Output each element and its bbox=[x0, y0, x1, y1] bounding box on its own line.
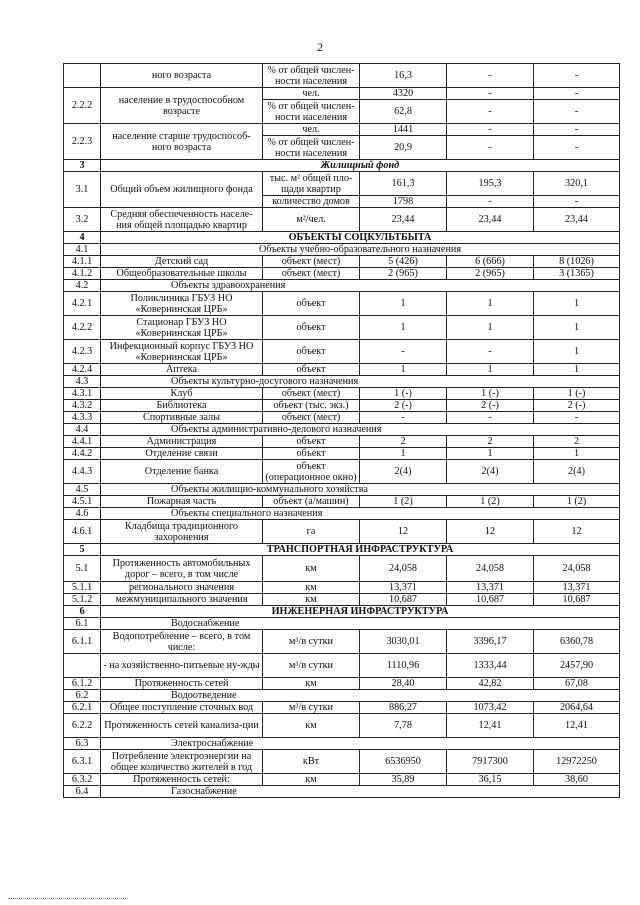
subsection-title: Водоснабжение bbox=[101, 618, 620, 630]
table-cell: - на хозяйственно-питьевые ну-жды bbox=[101, 654, 263, 678]
table-cell bbox=[64, 654, 101, 678]
table-cell: 2 (965) bbox=[360, 268, 447, 280]
table-row bbox=[64, 172, 620, 196]
table-cell: 2 bbox=[447, 436, 534, 448]
table-cell: 67,08 bbox=[534, 678, 620, 690]
section-title: ИНЖЕНЕРНАЯ ИНФРАСТРУКТУРА bbox=[101, 606, 620, 618]
table-cell: - bbox=[534, 64, 620, 88]
table-cell: 28,40 bbox=[360, 678, 447, 690]
table-cell: 4.1.1 bbox=[64, 256, 101, 268]
table-cell: 16,3 bbox=[360, 64, 447, 88]
table-cell: 6 (666) bbox=[447, 256, 534, 268]
table-row bbox=[64, 606, 620, 618]
table-cell: объект (мест) bbox=[263, 388, 360, 400]
unit: чел. bbox=[263, 88, 360, 100]
table-cell: 10,687 bbox=[534, 594, 620, 606]
table-cell: 2(4) bbox=[534, 460, 620, 484]
subsection-number: 4.6 bbox=[64, 508, 101, 520]
table-cell: 12 bbox=[447, 520, 534, 544]
table-cell: 2064,64 bbox=[534, 702, 620, 714]
table-cell: - bbox=[534, 136, 620, 160]
subsection-title: Объекты учебно-образовательного назначения bbox=[101, 244, 620, 256]
table-cell: 4.2.3 bbox=[64, 340, 101, 364]
section-title: ТРАНСПОРТНАЯ ИНФРАСТРУКТУРА bbox=[101, 544, 620, 556]
table-cell: Протяженность сетей: bbox=[101, 774, 263, 786]
table-cell: объект bbox=[263, 340, 360, 364]
table-cell: - bbox=[447, 64, 534, 88]
table-cell: 1798 bbox=[360, 196, 447, 208]
row-number: 2.2.3 bbox=[64, 124, 101, 160]
table-cell: 4.3.3 bbox=[64, 412, 101, 424]
table-cell: 1 (2) bbox=[360, 496, 447, 508]
table-row bbox=[64, 520, 620, 544]
table-cell: 1 bbox=[534, 292, 620, 316]
table-cell: 6.3.2 bbox=[64, 774, 101, 786]
table-cell: 2 (965) bbox=[447, 268, 534, 280]
table-row bbox=[64, 256, 620, 268]
table-row bbox=[64, 750, 620, 774]
table-cell: объект (мест) bbox=[263, 256, 360, 268]
table-cell: 24,058 bbox=[447, 556, 534, 582]
table-cell: Общее поступление сточных вод bbox=[101, 702, 263, 714]
table-cell: 1441 bbox=[360, 124, 447, 136]
table-cell: Библиотека bbox=[101, 400, 263, 412]
table-cell: 4.1.2 bbox=[64, 268, 101, 280]
table-cell: - bbox=[534, 412, 620, 424]
table-cell: 4.4.3 bbox=[64, 460, 101, 484]
table-cell: 20,9 bbox=[360, 136, 447, 160]
table-cell: 12 bbox=[534, 520, 620, 544]
table-cell: Аптека bbox=[101, 364, 263, 376]
table-row bbox=[64, 424, 620, 436]
table-cell: - bbox=[447, 340, 534, 364]
table-cell: 2(4) bbox=[447, 460, 534, 484]
table-row bbox=[64, 160, 620, 172]
table-row bbox=[64, 654, 620, 678]
table-cell: 2 bbox=[534, 436, 620, 448]
table-cell: объект bbox=[263, 316, 360, 340]
table-cell: 1073,42 bbox=[447, 702, 534, 714]
table-cell: 62,8 bbox=[360, 100, 447, 124]
table-row bbox=[64, 124, 620, 136]
table-cell: объект (мест) bbox=[263, 412, 360, 424]
table-cell: - bbox=[447, 88, 534, 100]
table-cell: м³/в сутки bbox=[263, 630, 360, 654]
table-cell: 1 bbox=[447, 316, 534, 340]
table-row bbox=[64, 292, 620, 316]
subsection-number: 6.3 bbox=[64, 738, 101, 750]
table-cell: - bbox=[447, 100, 534, 124]
table-cell: Спортивные залы bbox=[101, 412, 263, 424]
table-row bbox=[64, 630, 620, 654]
table-row bbox=[64, 484, 620, 496]
table-cell: 24,058 bbox=[360, 556, 447, 582]
table-row bbox=[64, 496, 620, 508]
unit: % от общей числен-ности населения bbox=[263, 136, 360, 160]
table-cell: - bbox=[447, 412, 534, 424]
table-cell: 12972250 bbox=[534, 750, 620, 774]
table-cell: 24,058 bbox=[534, 556, 620, 582]
table-cell: Стационар ГБУЗ НО «Ковернинская ЦРБ» bbox=[101, 316, 263, 340]
table-cell: Средняя обеспеченность населе-ния общей площадью квартир bbox=[101, 208, 263, 232]
table-cell: 1110,96 bbox=[360, 654, 447, 678]
section-number: 4 bbox=[64, 232, 101, 244]
indicators-table bbox=[63, 63, 620, 798]
table-cell: 1 (2) bbox=[447, 496, 534, 508]
table-cell: 13,371 bbox=[447, 582, 534, 594]
section-number: 6 bbox=[64, 606, 101, 618]
table-row bbox=[64, 690, 620, 702]
table-cell: 7917300 bbox=[447, 750, 534, 774]
table-row bbox=[64, 556, 620, 582]
table-cell: м²/чел. bbox=[263, 208, 360, 232]
table-cell: - bbox=[534, 124, 620, 136]
table-cell: 36,15 bbox=[447, 774, 534, 786]
table-cell: - bbox=[360, 340, 447, 364]
table-cell: 2 (-) bbox=[534, 400, 620, 412]
table-cell: 5.1.1 bbox=[64, 582, 101, 594]
table-cell: объект (мест) bbox=[263, 268, 360, 280]
table-cell: Пожарная часть bbox=[101, 496, 263, 508]
page-number: 2 bbox=[317, 40, 323, 54]
table-cell: 4.6.1 bbox=[64, 520, 101, 544]
table-cell: м³/в сутки bbox=[263, 654, 360, 678]
table-cell: 3396,17 bbox=[447, 630, 534, 654]
table-cell: Детский сад bbox=[101, 256, 263, 268]
table-cell: 10,687 bbox=[447, 594, 534, 606]
table-cell: - bbox=[534, 100, 620, 124]
table-cell: 161,3 bbox=[360, 172, 447, 196]
table-cell: км bbox=[263, 678, 360, 690]
table-cell: ного возраста bbox=[101, 64, 263, 88]
table-row bbox=[64, 208, 620, 232]
table-row bbox=[64, 436, 620, 448]
table-cell: км bbox=[263, 556, 360, 582]
table-cell: 3030,01 bbox=[360, 630, 447, 654]
table-cell: 886,27 bbox=[360, 702, 447, 714]
table-row bbox=[64, 388, 620, 400]
table-cell: 4.2.1 bbox=[64, 292, 101, 316]
subsection-title: Объекты специального назначения bbox=[101, 508, 620, 520]
table-cell: 42,82 bbox=[447, 678, 534, 690]
table-row bbox=[64, 448, 620, 460]
unit: количество домов bbox=[263, 196, 360, 208]
table-cell: км bbox=[263, 774, 360, 786]
table-cell: Клуб bbox=[101, 388, 263, 400]
table-cell: объект (операционное окно) bbox=[263, 460, 360, 484]
table-cell: объект bbox=[263, 448, 360, 460]
table-cell: 10,687 bbox=[360, 594, 447, 606]
table-cell: Отделение банка bbox=[101, 460, 263, 484]
table-cell: Протяженность автомобильных дорог – всего, в том числе bbox=[101, 556, 263, 582]
table-cell: 1 (-) bbox=[534, 388, 620, 400]
table-cell: 2 (-) bbox=[447, 400, 534, 412]
table-cell: 1 bbox=[360, 316, 447, 340]
table-cell: объект bbox=[263, 292, 360, 316]
table-row bbox=[64, 340, 620, 364]
table-cell: 195,3 bbox=[447, 172, 534, 196]
table-cell: км bbox=[263, 714, 360, 738]
table-cell: 1 bbox=[534, 316, 620, 340]
table-cell: 35,89 bbox=[360, 774, 447, 786]
table-row bbox=[64, 376, 620, 388]
section-title: Жилищный фонд bbox=[101, 160, 620, 172]
table-cell: 4.5.1 bbox=[64, 496, 101, 508]
table-row bbox=[64, 582, 620, 594]
table-row bbox=[64, 702, 620, 714]
table-cell: 4.3.2 bbox=[64, 400, 101, 412]
table-cell: 6.1.2 bbox=[64, 678, 101, 690]
table-row bbox=[64, 508, 620, 520]
table-cell: - bbox=[447, 196, 534, 208]
table-row bbox=[64, 618, 620, 630]
table-cell: 4.4.1 bbox=[64, 436, 101, 448]
table-row bbox=[64, 460, 620, 484]
table-cell: межмуниципального значения bbox=[101, 594, 263, 606]
table-cell: 1 bbox=[360, 364, 447, 376]
table-row bbox=[64, 280, 620, 292]
table-cell: 1 bbox=[360, 448, 447, 460]
table-row bbox=[64, 678, 620, 690]
table-cell: Протяженность сетей bbox=[101, 678, 263, 690]
table-cell: 5.1 bbox=[64, 556, 101, 582]
table-cell: 1 bbox=[447, 448, 534, 460]
table-row bbox=[64, 786, 620, 798]
table-cell: 23,44 bbox=[360, 208, 447, 232]
table-cell: 13,371 bbox=[534, 582, 620, 594]
table-cell: - bbox=[360, 412, 447, 424]
table-cell: 4.2.4 bbox=[64, 364, 101, 376]
table-cell: 13,371 bbox=[360, 582, 447, 594]
table-cell: регионального значения bbox=[101, 582, 263, 594]
subsection-number: 6.1 bbox=[64, 618, 101, 630]
subsection-number: 6.2 bbox=[64, 690, 101, 702]
table-cell: 12 bbox=[360, 520, 447, 544]
table-cell: % от общей числен-ности населения bbox=[263, 64, 360, 88]
subsection-title: Объекты здравоохранения bbox=[101, 280, 620, 292]
subsection-number: 4.3 bbox=[64, 376, 101, 388]
section-number: 5 bbox=[64, 544, 101, 556]
table-cell: 4.2.2 bbox=[64, 316, 101, 340]
table-cell: Инфекционный корпус ГБУЗ НО «Ковернинская ЦРБ» bbox=[101, 340, 263, 364]
table-cell: объект (тыс. экз.) bbox=[263, 400, 360, 412]
table-row bbox=[64, 64, 620, 88]
table-cell: Протяженность сетей канализа-ции bbox=[101, 714, 263, 738]
table-cell: Поликлиника ГБУЗ НО «Ковернинская ЦРБ» bbox=[101, 292, 263, 316]
table-cell: 23,44 bbox=[534, 208, 620, 232]
table-cell: Потребление электроэнергии на общее количество жителей в год bbox=[101, 750, 263, 774]
table-cell: 4320 bbox=[360, 88, 447, 100]
table-cell: 23,44 bbox=[447, 208, 534, 232]
table-cell: 6.2.2 bbox=[64, 714, 101, 738]
table-row bbox=[64, 774, 620, 786]
table-cell: 4.3.1 bbox=[64, 388, 101, 400]
table-cell: 2457,90 bbox=[534, 654, 620, 678]
indicator-name: население старше трудоспособ-ного возраста bbox=[101, 124, 263, 160]
table-cell: 38,60 bbox=[534, 774, 620, 786]
unit: тыс. м² общей пло-щади квартир bbox=[263, 172, 360, 196]
table-cell: 8 (1026) bbox=[534, 256, 620, 268]
table-cell: Отделение связи bbox=[101, 448, 263, 460]
table-cell: 1 bbox=[534, 364, 620, 376]
table-cell: 1 bbox=[534, 340, 620, 364]
table-cell: Администрация bbox=[101, 436, 263, 448]
table-row bbox=[64, 412, 620, 424]
table-cell: 3 (1365) bbox=[534, 268, 620, 280]
subsection-title: Объекты культурно-досугового назначения bbox=[101, 376, 620, 388]
table-cell: 1333,44 bbox=[447, 654, 534, 678]
row-number: 2.2.2 bbox=[64, 88, 101, 124]
table-cell: объект (а/машин) bbox=[263, 496, 360, 508]
unit: % от общей числен-ности населения bbox=[263, 100, 360, 124]
table-row bbox=[64, 738, 620, 750]
table-cell: 6.3.1 bbox=[64, 750, 101, 774]
table-cell: объект bbox=[263, 436, 360, 448]
table-cell: 320,1 bbox=[534, 172, 620, 196]
subsection-title: Газоснабжение bbox=[101, 786, 620, 798]
table-cell: - bbox=[534, 88, 620, 100]
table-cell: 1 bbox=[360, 292, 447, 316]
table-cell: Водопотребление – всего, в том числе: bbox=[101, 630, 263, 654]
subsection-title: Водоотведение bbox=[101, 690, 620, 702]
table-cell: км bbox=[263, 582, 360, 594]
table-cell: 2(4) bbox=[360, 460, 447, 484]
table-cell: 1 bbox=[447, 292, 534, 316]
table-cell: 1 (-) bbox=[447, 388, 534, 400]
table-row bbox=[64, 316, 620, 340]
table-cell: 1 bbox=[534, 448, 620, 460]
table-row bbox=[64, 232, 620, 244]
table-cell: 1 (-) bbox=[360, 388, 447, 400]
table-cell: га bbox=[263, 520, 360, 544]
subsection-number: 6.4 bbox=[64, 786, 101, 798]
unit: чел. bbox=[263, 124, 360, 136]
table-cell: 3.2 bbox=[64, 208, 101, 232]
table-row bbox=[64, 400, 620, 412]
subsection-number: 4.4 bbox=[64, 424, 101, 436]
table-cell: 2 bbox=[360, 436, 447, 448]
row-number: 3.1 bbox=[64, 172, 101, 208]
table-cell: 5.1.2 bbox=[64, 594, 101, 606]
indicator-name: Общий объем жилищного фонда bbox=[101, 172, 263, 208]
section-number: 3 bbox=[64, 160, 101, 172]
subsection-title: Объекты жилищно-коммунального хозяйства bbox=[101, 484, 620, 496]
subsection-title: Объекты административно-делового назначения bbox=[101, 424, 620, 436]
table-cell bbox=[64, 64, 101, 88]
table-row bbox=[64, 244, 620, 256]
table-row bbox=[64, 714, 620, 738]
table-cell: м³/в сутки bbox=[263, 702, 360, 714]
indicator-name: население в трудоспособном возрасте bbox=[101, 88, 263, 124]
table-cell: 6.1.1 bbox=[64, 630, 101, 654]
table-cell: км bbox=[263, 594, 360, 606]
subsection-number: 4.2 bbox=[64, 280, 101, 292]
table-cell: 2 (-) bbox=[360, 400, 447, 412]
table-row bbox=[64, 88, 620, 100]
table-cell: Общеобразовательные школы bbox=[101, 268, 263, 280]
subsection-number: 4.1 bbox=[64, 244, 101, 256]
subsection-number: 4.5 bbox=[64, 484, 101, 496]
section-title: ОБЪЕКТЫ СОЦКУЛЬТБЫТА bbox=[101, 232, 620, 244]
table-cell: 7,78 bbox=[360, 714, 447, 738]
table-cell: объект bbox=[263, 364, 360, 376]
table-cell: 4.4.2 bbox=[64, 448, 101, 460]
table-cell: кВт bbox=[263, 750, 360, 774]
scan-edge-mark bbox=[8, 898, 128, 901]
table-row bbox=[64, 364, 620, 376]
table-cell: Кладбища традиционного захоронения bbox=[101, 520, 263, 544]
table-row bbox=[64, 268, 620, 280]
table-cell: 12,41 bbox=[447, 714, 534, 738]
table-cell: 5 (426) bbox=[360, 256, 447, 268]
table-cell: - bbox=[447, 124, 534, 136]
table-cell: 6536950 bbox=[360, 750, 447, 774]
table-cell: - bbox=[534, 196, 620, 208]
table-cell: 6360,78 bbox=[534, 630, 620, 654]
table-cell: 12,41 bbox=[534, 714, 620, 738]
table-cell: - bbox=[447, 136, 534, 160]
table-cell: 1 (2) bbox=[534, 496, 620, 508]
table-cell: 1 bbox=[447, 364, 534, 376]
table-row bbox=[64, 544, 620, 556]
subsection-title: Электроснабжение bbox=[101, 738, 620, 750]
table-cell: 6.2.1 bbox=[64, 702, 101, 714]
table-row bbox=[64, 594, 620, 606]
